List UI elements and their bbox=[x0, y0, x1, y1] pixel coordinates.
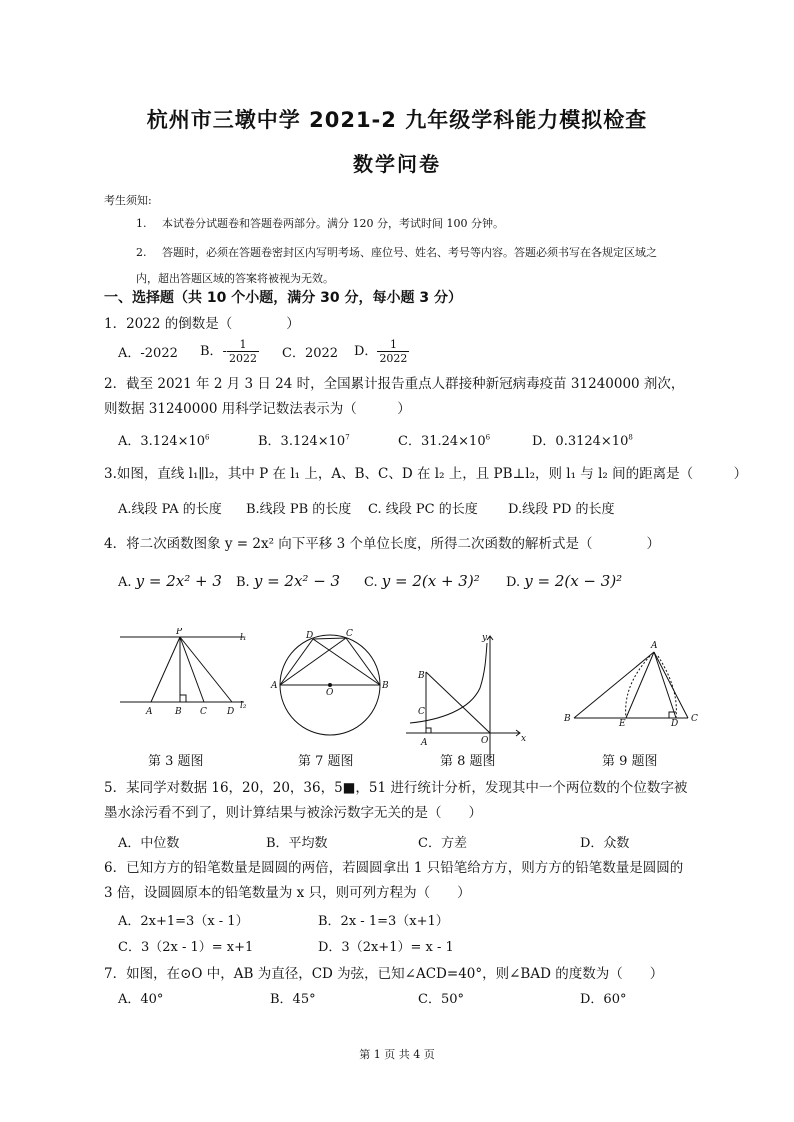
q4-c-formula: y = 2(x + 3)² bbox=[381, 572, 480, 590]
figure-8-caption: 第 8 题图 bbox=[440, 754, 496, 769]
q3-option-d: D.线段 PD 的长度 bbox=[508, 502, 615, 517]
notice-item-text: 本试卷分试题卷和答题卷两部分。满分 120 分，考试时间 100 分钟。 bbox=[162, 217, 504, 230]
fig8-label-b: B bbox=[418, 671, 425, 681]
fig8-label-a: A bbox=[421, 738, 428, 748]
fig9-label-b: B bbox=[564, 714, 571, 724]
fig8-label-o: O bbox=[481, 736, 489, 746]
q4-option-c bbox=[364, 572, 480, 590]
q7-option-b: B．45° bbox=[270, 992, 316, 1007]
q2-a-exponent: 6 bbox=[205, 433, 210, 442]
q6-option-d: D．3（2x+1）= x - 1 bbox=[318, 940, 454, 955]
segment-ae bbox=[626, 652, 654, 718]
q7-option-a: A．40° bbox=[118, 992, 164, 1007]
segment-pa bbox=[151, 637, 180, 702]
fig8-label-y: y bbox=[482, 633, 488, 643]
q4-a-label: A. bbox=[118, 575, 132, 590]
q4-b-label: B. bbox=[236, 575, 250, 590]
q2-b-base: B．3.124×10 bbox=[258, 434, 346, 449]
q5-option-d: D．众数 bbox=[580, 836, 630, 851]
question-4-stem: 4．将二次函数图象 y = 2x² 向下平移 3 个单位长度，所得二次函数的解析式是（ ） bbox=[104, 536, 660, 552]
fig7-label-b: B bbox=[382, 681, 389, 691]
q2-d-base: D．0.3124×10 bbox=[532, 434, 629, 449]
fig3-label-d: D bbox=[227, 707, 235, 717]
notice-item-1 bbox=[136, 215, 504, 231]
fig7-label-o: O bbox=[326, 688, 334, 698]
q4-d-label: D. bbox=[506, 575, 521, 590]
q2-option-a bbox=[118, 430, 210, 449]
segment-cb bbox=[346, 638, 380, 685]
q1-d-prefix: D． bbox=[354, 344, 378, 359]
q1-option-b bbox=[200, 338, 259, 365]
segment-db bbox=[313, 639, 380, 685]
q4-a-formula: y = 2x² + 3 bbox=[135, 572, 222, 590]
q2-c-exponent: 6 bbox=[485, 433, 491, 442]
question-1-stem: 1．2022 的倒数是（ ） bbox=[104, 316, 300, 332]
q4-c-label: C. bbox=[364, 575, 378, 590]
q4-d-formula: y = 2(x − 3)² bbox=[524, 572, 623, 590]
q4-option-d bbox=[506, 572, 622, 590]
fig3-label-c: C bbox=[200, 707, 207, 717]
q7-option-c: C．50° bbox=[418, 992, 464, 1007]
q3-option-c: C. 线段 PC 的长度 bbox=[368, 502, 478, 517]
fig3-label-b: B bbox=[175, 707, 182, 717]
figure-3 bbox=[120, 637, 244, 702]
figure-9 bbox=[574, 652, 688, 718]
q2-option-b bbox=[258, 430, 350, 449]
q6-option-a: A．2x+1=3（x - 1） bbox=[118, 914, 249, 929]
q4-b-formula: y = 2x² − 3 bbox=[253, 572, 341, 590]
fraction-numerator: 1 bbox=[377, 338, 409, 352]
section-heading: 一、选择题（共 10 个小题，满分 30 分，每小题 3 分） bbox=[104, 290, 462, 306]
q4-option-b bbox=[236, 572, 340, 590]
question-2-stem: 2．截至 2021 年 2 月 3 日 24 时，全国累计报告重点人群接种新冠病毒疫苗 31240000 剂次，则数据 31240000 用科学记数法表示为（ ） bbox=[104, 376, 685, 417]
notice-item-text: 答题时，必须在答题卷密封区内写明考场、座位号、姓名、考号等内容。答题必须书写在各规定区域之内，超出答题区域的答案将被视为无效。 bbox=[136, 246, 657, 285]
q2-option-c bbox=[398, 430, 490, 449]
exam-title: 杭州市三墩中学 2021-2 九年级学科能力模拟检查 bbox=[146, 108, 648, 132]
notice-item-number: 1. bbox=[136, 217, 147, 230]
q2-d-exponent: 8 bbox=[628, 433, 633, 442]
notice-heading: 考生须知: bbox=[104, 194, 152, 207]
notice-item-2 bbox=[136, 240, 676, 292]
exam-subtitle: 数学问卷 bbox=[353, 152, 441, 176]
fig3-label-l1: l₁ bbox=[240, 633, 247, 643]
fig7-label-c: C bbox=[346, 629, 353, 639]
q2-option-d bbox=[532, 430, 633, 449]
q3-option-a: A.线段 PA 的长度 bbox=[118, 502, 222, 517]
segment-ba bbox=[574, 652, 654, 718]
q5-option-c: C．方差 bbox=[418, 836, 467, 851]
fig8-label-c: C bbox=[418, 707, 425, 717]
chord-dc bbox=[313, 638, 346, 639]
fig3-label-a: A bbox=[146, 707, 153, 717]
center-dot bbox=[329, 684, 332, 687]
segment-ac bbox=[280, 638, 346, 685]
q1-b-prefix: B．- bbox=[200, 344, 227, 359]
q2-b-exponent: 7 bbox=[345, 433, 350, 442]
question-3-stem: 3.如图，直线 l₁∥l₂，其中 P 在 l₁ 上，A、B、C、D 在 l₂ 上，且 PB⊥l₂，则 l₁ 与 l₂ 间的距离是（ ） bbox=[104, 466, 748, 482]
figures-row bbox=[0, 628, 794, 768]
fig3-label-p: P bbox=[176, 628, 183, 637]
q2-a-base: A．3.124×10 bbox=[118, 434, 206, 449]
figure-9-caption: 第 9 题图 bbox=[602, 754, 658, 769]
fig3-label-l2: l₂ bbox=[240, 701, 247, 711]
segment-bo bbox=[426, 672, 490, 733]
q7-option-d: D．60° bbox=[580, 992, 627, 1007]
fig8-label-x: x bbox=[521, 734, 527, 744]
segment-pd bbox=[180, 637, 232, 702]
q6-option-c: C．3（2x - 1）= x+1 bbox=[118, 940, 254, 955]
right-angle-mark bbox=[426, 728, 431, 733]
figure-3-caption: 第 3 题图 bbox=[148, 754, 204, 769]
right-angle-mark bbox=[180, 695, 186, 702]
q4-option-a bbox=[118, 572, 222, 590]
segment-ac bbox=[654, 652, 688, 718]
fig9-label-e: E bbox=[619, 719, 626, 729]
q6-option-b: B．2x - 1=3（x+1） bbox=[318, 914, 449, 929]
fraction-denominator: 2022 bbox=[379, 352, 408, 365]
segment-ad bbox=[280, 639, 313, 685]
question-6-stem: 6．已知方方的铅笔数量是圆圆的两倍，若圆圆拿出 1 只铅笔给方方，则方方的铅笔数量是圆圆的 3 倍，设圆圆原本的铅笔数量为 x 只，则可列方程为（ ） bbox=[104, 860, 684, 901]
q3-option-b: B.线段 PB 的长度 bbox=[246, 502, 352, 517]
fig9-label-a: A bbox=[651, 641, 658, 651]
question-5-stem: 5．某同学对数据 16，20，20，36，5■，51 进行统计分析，发现其中一个两位数的个位数字被墨水涂污看不到了，则计算结果与被涂污数字无关的是（ ） bbox=[104, 780, 688, 821]
q2-c-base: C．31.24×10 bbox=[398, 434, 486, 449]
segment-pc bbox=[180, 637, 204, 702]
q1-b-fraction bbox=[227, 338, 259, 365]
fig9-label-d: D bbox=[671, 719, 679, 729]
q1-option-a: A．-2022 bbox=[118, 346, 178, 361]
q1-d-fraction bbox=[377, 338, 409, 365]
segment-ad bbox=[654, 652, 676, 718]
question-7-stem: 7．如图，在⊙O 中，AB 为直径，CD 为弦，已知∠ACD=40°，则∠BAD 的度数为（ ） bbox=[104, 966, 664, 982]
figure-7 bbox=[280, 635, 380, 735]
q1-option-c: C．2022 bbox=[282, 346, 339, 361]
q5-option-b: B．平均数 bbox=[266, 836, 328, 851]
page-footer: 第 1 页 共 4 页 bbox=[359, 1048, 435, 1061]
fraction-numerator: 1 bbox=[227, 338, 259, 352]
notice-item-number: 2. bbox=[136, 246, 147, 259]
fraction-denominator: 2022 bbox=[228, 352, 257, 365]
figure-7-caption: 第 7 题图 bbox=[298, 754, 354, 769]
fig9-label-c: C bbox=[691, 714, 698, 724]
q5-option-a: A．中位数 bbox=[118, 836, 180, 851]
fig7-label-d: D bbox=[306, 631, 314, 641]
q1-option-d bbox=[354, 338, 409, 365]
fig7-label-a: A bbox=[271, 681, 278, 691]
